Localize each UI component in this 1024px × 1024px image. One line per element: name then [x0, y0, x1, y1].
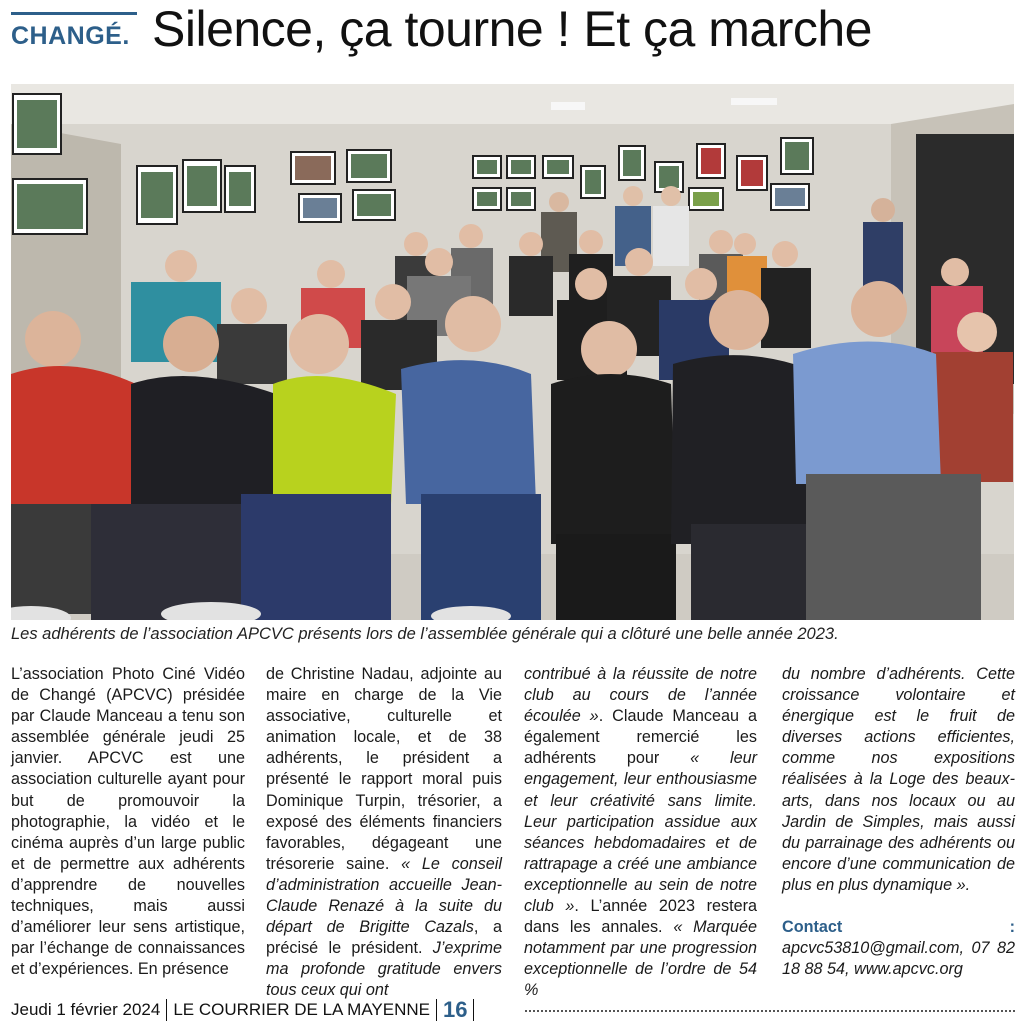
article-text: de Christine Nadau, adjointe au maire en charge de la Vie associative, culturelle et animation locale, et de 38 adhérents, le président a présenté le rapport moral puis Dominique Turpin, trésorier, a exposé des éléments financiers favorables, dégageant une trésorerie saine. [266, 665, 502, 873]
quote-text: du nombre d’adhérents. Cette croissance volontaire et énergique est le fruit de diverses actions efficientes, comme nos expositions réalisées à la Loge des beaux-arts, dans nos locaux ou au Jardin de Simples, mais aussi du parrainage des adhérents ou encore d’une communication de plus en plus dynamique ». [782, 665, 1015, 894]
footer-publication: LE COURRIER DE LA MAYENNE [173, 1000, 430, 1019]
page-footer [11, 997, 480, 1023]
contact-label: Contact : [782, 918, 1015, 937]
footer-dotted-rule [525, 1010, 1015, 1012]
quote-text: J’exprime ma profonde gratitude envers tous ceux qui ont [266, 939, 502, 1000]
article-column-1 [11, 664, 245, 980]
photo-caption: Les adhérents de l’association APCVC présents lors de l’assemblée générale qui a clôturé une belle année 2023. [11, 625, 839, 643]
article-text: . Claude Manceau a également remercié les adhérents pour [524, 707, 757, 768]
section-label: CHANGÉ. [11, 22, 130, 50]
article-text: . L’année 2023 restera dans les annales. [524, 897, 757, 937]
contact-info [782, 917, 1015, 980]
quote-text: contribué à la réussite de notre club au cours de l’année écoulée » [524, 665, 757, 726]
article-text [524, 664, 757, 1002]
article-column-3 [524, 664, 757, 1002]
quote-text: « Le conseil d’administration accueille Jean-Claude Renazé à la suite du départ de Brigitte Cazals [266, 854, 502, 937]
article-text: , a précisé le président. [266, 918, 502, 958]
headline: Silence, ça tourne ! Et ça marche [152, 1, 872, 57]
section-rule [11, 12, 137, 15]
article-column-2 [266, 664, 502, 1002]
contact-details: apcvc53810@gmail.com, 07 82 18 88 54, www.apcvc.org [782, 939, 1015, 979]
article-text: L’association Photo Ciné Vidéo de Changé (APCVC) présidée par Claude Manceau a tenu son assemblée générale jeudi 25 janvier. APCVC est une association culturelle ayant pour but de promouvoir la photographie, la vidéo et le cinéma auprès d’un large public et de permettre aux adhérents d’apprendre de nouvelles techniques, mais aussi d’améliorer leur sens artistique, par l’échange de connaissances et d’expériences. En présence [11, 665, 245, 979]
footer-separator [166, 999, 167, 1021]
audience-photo [11, 84, 1014, 620]
article-text [266, 664, 502, 1002]
footer-separator [436, 999, 437, 1021]
article-column-4 [782, 664, 1015, 980]
page-number: 16 [442, 997, 468, 1022]
footer-date: Jeudi 1 février 2024 [11, 1000, 161, 1019]
quote-text: « Marquée notamment par une progression exceptionnelle de l’ordre de 54 % [524, 918, 757, 1000]
quote-text: « leur engagement, leur enthousiasme et leur créativité sans limite. Leur participation assidue aux séances hebdomadaires et de rattrapage a créé une ambiance exceptionnelle au sein de notre club » [524, 749, 757, 916]
footer-separator [473, 999, 474, 1021]
